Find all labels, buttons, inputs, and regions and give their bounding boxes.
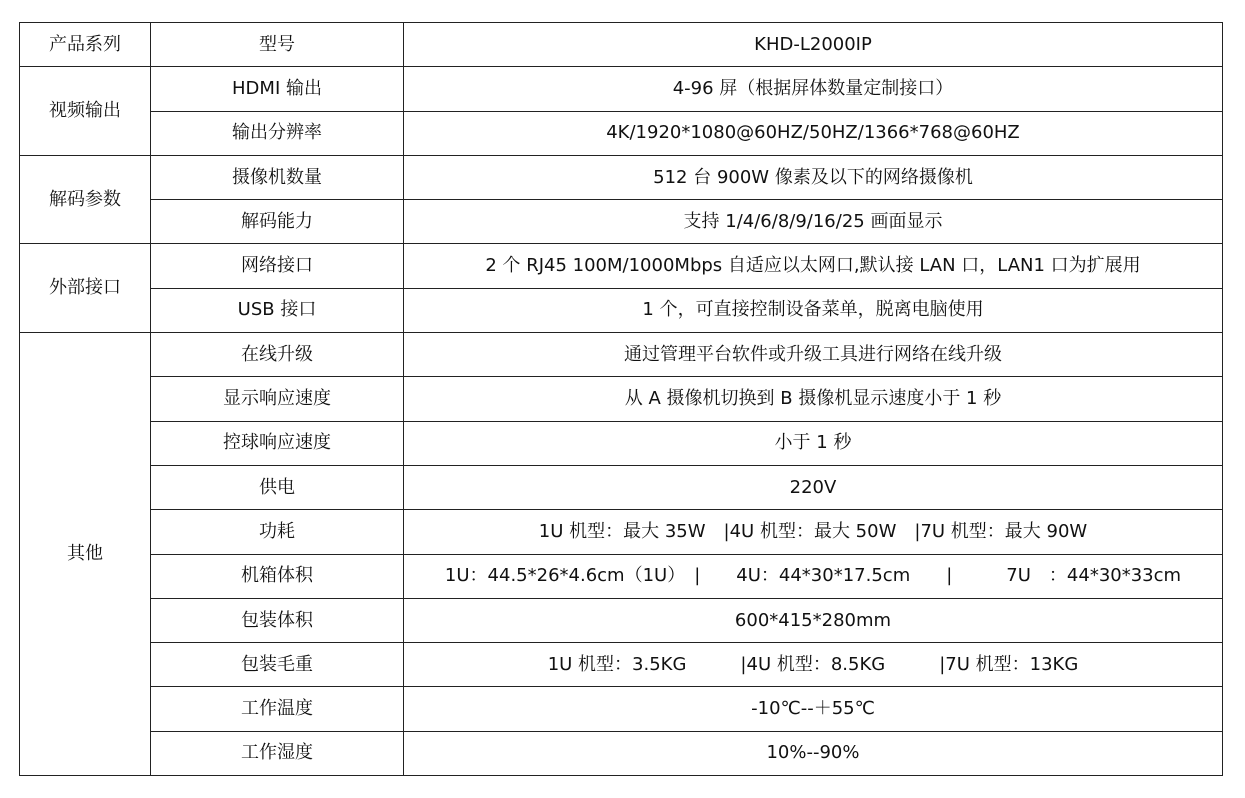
table-row bbox=[20, 643, 1223, 687]
spec-value: 1U 机型：最大 35W |4U 机型：最大 50W |7U 机型：最大 90W bbox=[404, 510, 1223, 554]
spec-value: 小于 1 秒 bbox=[404, 421, 1223, 465]
table-row bbox=[20, 554, 1223, 598]
spec-name: 网络接口 bbox=[151, 244, 404, 288]
table-row bbox=[20, 111, 1223, 155]
spec-name: 工作湿度 bbox=[151, 731, 404, 775]
spec-name: 型号 bbox=[151, 23, 404, 67]
table-row bbox=[20, 23, 1223, 67]
spec-value: 从 A 摄像机切换到 B 摄像机显示速度小于 1 秒 bbox=[404, 377, 1223, 421]
spec-name: 包装毛重 bbox=[151, 643, 404, 687]
table-row bbox=[20, 598, 1223, 642]
spec-value: 512 台 900W 像素及以下的网络摄像机 bbox=[404, 155, 1223, 199]
spec-name: 供电 bbox=[151, 465, 404, 509]
spec-value: 支持 1/4/6/8/9/16/25 画面显示 bbox=[404, 200, 1223, 244]
spec-name: 工作温度 bbox=[151, 687, 404, 731]
spec-name: 包装体积 bbox=[151, 598, 404, 642]
table-row bbox=[20, 200, 1223, 244]
spec-name: 控球响应速度 bbox=[151, 421, 404, 465]
spec-name: 机箱体积 bbox=[151, 554, 404, 598]
table-row bbox=[20, 155, 1223, 199]
spec-name: HDMI 输出 bbox=[151, 67, 404, 111]
spec-table bbox=[19, 22, 1223, 776]
spec-value: -10℃--＋55℃ bbox=[404, 687, 1223, 731]
spec-value: 4K/1920*1080@60HZ/50HZ/1366*768@60HZ bbox=[404, 111, 1223, 155]
table-row bbox=[20, 421, 1223, 465]
spec-name: 功耗 bbox=[151, 510, 404, 554]
spec-name: 解码能力 bbox=[151, 200, 404, 244]
spec-value: 1U 机型：3.5KG |4U 机型：8.5KG |7U 机型：13KG bbox=[404, 643, 1223, 687]
spec-value: 4-96 屏（根据屏体数量定制接口） bbox=[404, 67, 1223, 111]
table-row bbox=[20, 687, 1223, 731]
table-row bbox=[20, 67, 1223, 111]
spec-value: 1U：44.5*26*4.6cm（1U） | 4U：44*30*17.5cm | 7U ：44*30*33cm bbox=[404, 554, 1223, 598]
table-row bbox=[20, 333, 1223, 377]
group-label-external-interfaces: 外部接口 bbox=[20, 244, 151, 333]
group-label-video-output: 视频输出 bbox=[20, 67, 151, 156]
group-label-decoding: 解码参数 bbox=[20, 155, 151, 244]
group-label-other: 其他 bbox=[20, 333, 151, 776]
spec-name: 摄像机数量 bbox=[151, 155, 404, 199]
group-label-product-series: 产品系列 bbox=[20, 23, 151, 67]
table-row bbox=[20, 510, 1223, 554]
table-row bbox=[20, 731, 1223, 775]
table-row bbox=[20, 377, 1223, 421]
spec-name: 显示响应速度 bbox=[151, 377, 404, 421]
spec-value: 2 个 RJ45 100M/1000Mbps 自适应以太网口,默认接 LAN 口，LAN1 口为扩展用 bbox=[404, 244, 1223, 288]
spec-name: 输出分辨率 bbox=[151, 111, 404, 155]
spec-name: USB 接口 bbox=[151, 288, 404, 332]
table-row bbox=[20, 465, 1223, 509]
table-row bbox=[20, 244, 1223, 288]
spec-value: 10%--90% bbox=[404, 731, 1223, 775]
spec-value: 600*415*280mm bbox=[404, 598, 1223, 642]
table-row bbox=[20, 288, 1223, 332]
spec-value: 220V bbox=[404, 465, 1223, 509]
spec-value: KHD-L2000IP bbox=[404, 23, 1223, 67]
spec-name: 在线升级 bbox=[151, 333, 404, 377]
spec-value: 通过管理平台软件或升级工具进行网络在线升级 bbox=[404, 333, 1223, 377]
spec-value: 1 个，可直接控制设备菜单，脱离电脑使用 bbox=[404, 288, 1223, 332]
